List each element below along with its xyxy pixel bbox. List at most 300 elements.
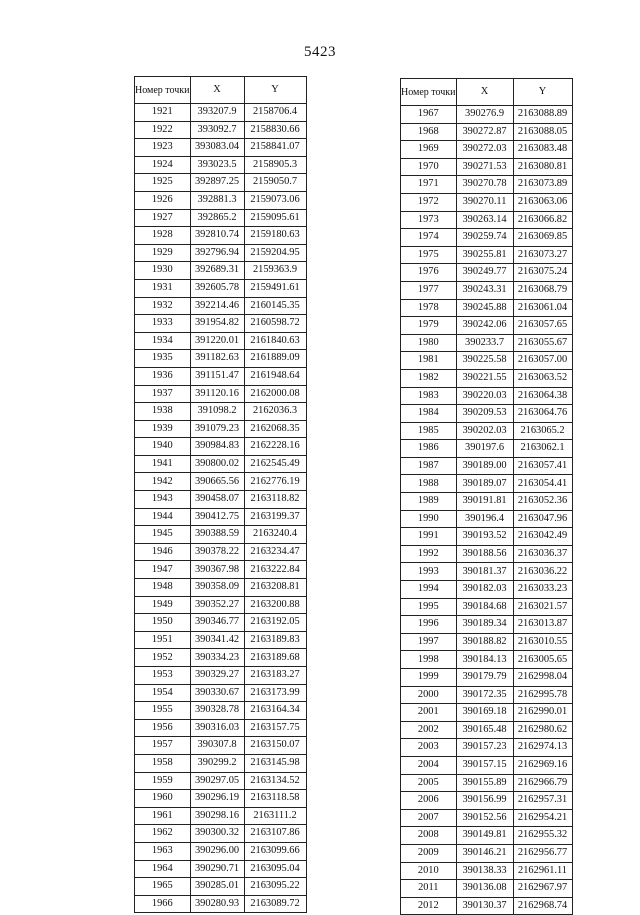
- cell-x: 390202.03: [456, 422, 513, 440]
- cell-y: 2159204.95: [244, 244, 306, 262]
- cell-point-number: 2002: [401, 721, 457, 739]
- cell-x: 390329.27: [190, 667, 244, 685]
- cell-point-number: 1945: [135, 526, 191, 544]
- table-row: [135, 614, 307, 632]
- cell-y: 2163064.38: [513, 387, 572, 405]
- cell-x: 390352.27: [190, 596, 244, 614]
- cell-x: 390378.22: [190, 543, 244, 561]
- cell-x: 390146.21: [456, 844, 513, 862]
- cell-y: 2162980.62: [513, 721, 572, 739]
- cell-point-number: 1949: [135, 596, 191, 614]
- cell-point-number: 2010: [401, 862, 457, 880]
- table-row: [135, 455, 307, 473]
- cell-x: 393092.7: [190, 121, 244, 139]
- cell-point-number: 1942: [135, 473, 191, 491]
- cell-x: 391120.16: [190, 385, 244, 403]
- table-row: [135, 420, 307, 438]
- cell-x: 392689.31: [190, 262, 244, 280]
- cell-y: 2162545.49: [244, 455, 306, 473]
- cell-y: 2163145.98: [244, 754, 306, 772]
- cell-x: 390412.75: [190, 508, 244, 526]
- cell-y: 2163080.81: [513, 158, 572, 176]
- table-row: [401, 440, 573, 458]
- cell-point-number: 2008: [401, 827, 457, 845]
- cell-x: 390330.67: [190, 684, 244, 702]
- cell-x: 390188.82: [456, 633, 513, 651]
- cell-y: 2159363.9: [244, 262, 306, 280]
- cell-x: 390263.14: [456, 211, 513, 229]
- cell-x: 390191.81: [456, 493, 513, 511]
- cell-y: 2163118.82: [244, 491, 306, 509]
- cell-point-number: 1997: [401, 633, 457, 651]
- cell-x: 390665.56: [190, 473, 244, 491]
- table-row: [135, 895, 307, 913]
- cell-x: 390209.53: [456, 405, 513, 423]
- table-row: [135, 473, 307, 491]
- cell-point-number: 1960: [135, 790, 191, 808]
- table-row: [401, 422, 573, 440]
- cell-y: 2163095.04: [244, 860, 306, 878]
- cell-x: 390276.9: [456, 106, 513, 124]
- cell-y: 2162990.01: [513, 704, 572, 722]
- cell-x: 390328.78: [190, 702, 244, 720]
- table-row: [401, 387, 573, 405]
- cell-y: 2163199.37: [244, 508, 306, 526]
- cell-point-number: 1941: [135, 455, 191, 473]
- cell-y: 2163240.4: [244, 526, 306, 544]
- cell-y: 2161840.63: [244, 332, 306, 350]
- table-row: [135, 279, 307, 297]
- cell-y: 2163062.1: [513, 440, 572, 458]
- table-row: [401, 317, 573, 335]
- table-row: [401, 897, 573, 915]
- cell-x: 390169.18: [456, 704, 513, 722]
- table-row: [135, 631, 307, 649]
- cell-point-number: 1981: [401, 352, 457, 370]
- cell-y: 2162228.16: [244, 438, 306, 456]
- table-row: [401, 528, 573, 546]
- cell-y: 2163061.04: [513, 299, 572, 317]
- table-row: [401, 669, 573, 687]
- cell-x: 390136.08: [456, 880, 513, 898]
- cell-x: 390157.15: [456, 756, 513, 774]
- cell-y: 2163069.85: [513, 229, 572, 247]
- cell-point-number: 1954: [135, 684, 191, 702]
- cell-y: 2162969.16: [513, 756, 572, 774]
- table-row: [401, 106, 573, 124]
- cell-y: 2163033.23: [513, 581, 572, 599]
- table-header-row: [401, 79, 573, 106]
- cell-y: 2162968.74: [513, 897, 572, 915]
- table-row: [401, 581, 573, 599]
- cell-y: 2162967.97: [513, 880, 572, 898]
- cell-x: 390316.03: [190, 719, 244, 737]
- table-row: [135, 332, 307, 350]
- cell-x: 390221.55: [456, 369, 513, 387]
- table-row: [135, 156, 307, 174]
- cell-x: 392897.25: [190, 174, 244, 192]
- table-row: [401, 756, 573, 774]
- table-row: [401, 281, 573, 299]
- cell-x: 392605.78: [190, 279, 244, 297]
- cell-y: 2162776.19: [244, 473, 306, 491]
- table-row: [135, 191, 307, 209]
- cell-y: 2162068.35: [244, 420, 306, 438]
- cell-x: 390290.71: [190, 860, 244, 878]
- cell-point-number: 1934: [135, 332, 191, 350]
- table-row: [401, 246, 573, 264]
- cell-x: 390184.68: [456, 598, 513, 616]
- table-row: [135, 491, 307, 509]
- cell-y: 2163134.52: [244, 772, 306, 790]
- cell-y: 2159050.7: [244, 174, 306, 192]
- cell-point-number: 1969: [401, 141, 457, 159]
- cell-y: 2163047.96: [513, 510, 572, 528]
- cell-point-number: 1964: [135, 860, 191, 878]
- cell-x: 390233.7: [456, 334, 513, 352]
- cell-y: 2158706.4: [244, 104, 306, 122]
- cell-x: 390189.34: [456, 616, 513, 634]
- table-row: [401, 598, 573, 616]
- cell-y: 2163005.65: [513, 651, 572, 669]
- cell-y: 2162956.77: [513, 844, 572, 862]
- cell-x: 391954.82: [190, 315, 244, 333]
- cell-x: 390181.37: [456, 563, 513, 581]
- cell-point-number: 1975: [401, 246, 457, 264]
- table-row: [135, 262, 307, 280]
- header-x: X: [190, 77, 244, 104]
- table-row: [401, 704, 573, 722]
- cell-point-number: 1986: [401, 440, 457, 458]
- cell-x: 390220.03: [456, 387, 513, 405]
- table-row: [401, 792, 573, 810]
- cell-y: 2163208.81: [244, 579, 306, 597]
- cell-y: 2163189.83: [244, 631, 306, 649]
- cell-y: 2163192.05: [244, 614, 306, 632]
- cell-x: 390285.01: [190, 878, 244, 896]
- cell-point-number: 1972: [401, 193, 457, 211]
- cell-y: 2163095.22: [244, 878, 306, 896]
- table-row: [135, 209, 307, 227]
- table-row: [401, 862, 573, 880]
- cell-point-number: 1930: [135, 262, 191, 280]
- cell-y: 2161948.64: [244, 367, 306, 385]
- cell-point-number: 1943: [135, 491, 191, 509]
- cell-y: 2163064.76: [513, 405, 572, 423]
- cell-point-number: 1990: [401, 510, 457, 528]
- table-row: [135, 543, 307, 561]
- cell-x: 390280.93: [190, 895, 244, 913]
- cell-y: 2163189.68: [244, 649, 306, 667]
- cell-y: 2162954.21: [513, 809, 572, 827]
- table-row: [135, 174, 307, 192]
- table-row: [401, 545, 573, 563]
- table-row: [135, 438, 307, 456]
- table-row: [135, 860, 307, 878]
- cell-point-number: 1951: [135, 631, 191, 649]
- table-row: [135, 772, 307, 790]
- cell-point-number: 1928: [135, 227, 191, 245]
- cell-x: 390193.52: [456, 528, 513, 546]
- cell-y: 2163057.00: [513, 352, 572, 370]
- table-row: [135, 385, 307, 403]
- cell-point-number: 1925: [135, 174, 191, 192]
- table-row: [401, 141, 573, 159]
- cell-x: 390298.16: [190, 807, 244, 825]
- cell-x: 390188.56: [456, 545, 513, 563]
- cell-y: 2163057.65: [513, 317, 572, 335]
- header-x: X: [456, 79, 513, 106]
- cell-point-number: 1963: [135, 842, 191, 860]
- cell-y: 2163063.52: [513, 369, 572, 387]
- cell-point-number: 1998: [401, 651, 457, 669]
- cell-point-number: 1940: [135, 438, 191, 456]
- cell-point-number: 1987: [401, 457, 457, 475]
- cell-x: 390346.77: [190, 614, 244, 632]
- cell-x: 390245.88: [456, 299, 513, 317]
- cell-y: 2163200.88: [244, 596, 306, 614]
- cell-x: 390272.03: [456, 141, 513, 159]
- table-row: [401, 774, 573, 792]
- cell-y: 2158905.3: [244, 156, 306, 174]
- table-row: [401, 369, 573, 387]
- cell-point-number: 1948: [135, 579, 191, 597]
- table-row: [135, 121, 307, 139]
- table-row: [135, 842, 307, 860]
- cell-point-number: 2001: [401, 704, 457, 722]
- cell-x: 390458.07: [190, 491, 244, 509]
- cell-y: 2163075.24: [513, 264, 572, 282]
- cell-x: 390296.19: [190, 790, 244, 808]
- cell-point-number: 1932: [135, 297, 191, 315]
- cell-y: 2163013.87: [513, 616, 572, 634]
- cell-x: 390155.89: [456, 774, 513, 792]
- table-row: [135, 367, 307, 385]
- cell-y: 2162974.13: [513, 739, 572, 757]
- table-row: [401, 686, 573, 704]
- cell-point-number: 1946: [135, 543, 191, 561]
- table-row: [401, 352, 573, 370]
- cell-y: 2159073.06: [244, 191, 306, 209]
- cell-y: 2160145.35: [244, 297, 306, 315]
- cell-x: 390172.35: [456, 686, 513, 704]
- cell-x: 390152.56: [456, 809, 513, 827]
- cell-x: 390270.78: [456, 176, 513, 194]
- cell-point-number: 2011: [401, 880, 457, 898]
- table-row: [135, 244, 307, 262]
- cell-point-number: 1993: [401, 563, 457, 581]
- cell-point-number: 1956: [135, 719, 191, 737]
- page-number: 5423: [304, 44, 336, 60]
- cell-point-number: 1973: [401, 211, 457, 229]
- coordinates-table-left: [134, 76, 307, 913]
- cell-point-number: 2005: [401, 774, 457, 792]
- coordinates-table-right: [400, 78, 573, 915]
- cell-y: 2162036.3: [244, 403, 306, 421]
- cell-x: 390272.87: [456, 123, 513, 141]
- cell-point-number: 1927: [135, 209, 191, 227]
- cell-y: 2162995.78: [513, 686, 572, 704]
- cell-point-number: 1936: [135, 367, 191, 385]
- cell-y: 2163052.36: [513, 493, 572, 511]
- cell-x: 392865.2: [190, 209, 244, 227]
- cell-x: 392810.74: [190, 227, 244, 245]
- cell-x: 391151.47: [190, 367, 244, 385]
- cell-x: 390300.32: [190, 825, 244, 843]
- cell-y: 2163099.66: [244, 842, 306, 860]
- cell-y: 2163150.07: [244, 737, 306, 755]
- cell-point-number: 1962: [135, 825, 191, 843]
- table-row: [135, 684, 307, 702]
- cell-x: 390358.09: [190, 579, 244, 597]
- cell-point-number: 1961: [135, 807, 191, 825]
- cell-x: 390156.99: [456, 792, 513, 810]
- cell-x: 390270.11: [456, 193, 513, 211]
- table-row: [135, 350, 307, 368]
- cell-y: 2163089.72: [244, 895, 306, 913]
- cell-y: 2163164.34: [244, 702, 306, 720]
- cell-y: 2163042.49: [513, 528, 572, 546]
- header-point-number: Номер точки: [401, 79, 457, 106]
- cell-point-number: 1971: [401, 176, 457, 194]
- cell-x: 392796.94: [190, 244, 244, 262]
- cell-x: 390184.13: [456, 651, 513, 669]
- header-y: Y: [513, 79, 572, 106]
- table-row: [135, 104, 307, 122]
- cell-y: 2163083.48: [513, 141, 572, 159]
- cell-y: 2163021.57: [513, 598, 572, 616]
- table-header-row: [135, 77, 307, 104]
- cell-y: 2163055.67: [513, 334, 572, 352]
- table-row: [135, 702, 307, 720]
- cell-x: 390165.48: [456, 721, 513, 739]
- cell-point-number: 1985: [401, 422, 457, 440]
- cell-point-number: 1926: [135, 191, 191, 209]
- cell-point-number: 1996: [401, 616, 457, 634]
- cell-point-number: 1950: [135, 614, 191, 632]
- table-row: [401, 721, 573, 739]
- cell-y: 2163066.82: [513, 211, 572, 229]
- cell-point-number: 1959: [135, 772, 191, 790]
- cell-y: 2163111.2: [244, 807, 306, 825]
- cell-point-number: 1970: [401, 158, 457, 176]
- table-row: [401, 510, 573, 528]
- cell-x: 390182.03: [456, 581, 513, 599]
- table-row: [401, 563, 573, 581]
- cell-point-number: 2003: [401, 739, 457, 757]
- cell-y: 2159491.61: [244, 279, 306, 297]
- cell-point-number: 1988: [401, 475, 457, 493]
- table-row: [135, 579, 307, 597]
- cell-y: 2163068.79: [513, 281, 572, 299]
- table-row: [401, 651, 573, 669]
- cell-point-number: 2012: [401, 897, 457, 915]
- table-row: [401, 475, 573, 493]
- cell-x: 390130.37: [456, 897, 513, 915]
- cell-y: 2162998.04: [513, 669, 572, 687]
- cell-y: 2158830.66: [244, 121, 306, 139]
- cell-y: 2163010.55: [513, 633, 572, 651]
- cell-y: 2163073.89: [513, 176, 572, 194]
- cell-point-number: 2009: [401, 844, 457, 862]
- cell-point-number: 1933: [135, 315, 191, 333]
- cell-point-number: 1958: [135, 754, 191, 772]
- cell-x: 390297.05: [190, 772, 244, 790]
- cell-point-number: 1966: [135, 895, 191, 913]
- cell-y: 2163063.06: [513, 193, 572, 211]
- cell-y: 2161889.09: [244, 350, 306, 368]
- cell-point-number: 1989: [401, 493, 457, 511]
- table-row: [135, 227, 307, 245]
- cell-x: 393207.9: [190, 104, 244, 122]
- cell-x: 390334.23: [190, 649, 244, 667]
- cell-y: 2162000.08: [244, 385, 306, 403]
- cell-x: 390243.31: [456, 281, 513, 299]
- cell-y: 2163036.22: [513, 563, 572, 581]
- cell-y: 2163107.86: [244, 825, 306, 843]
- cell-point-number: 2004: [401, 756, 457, 774]
- table-row: [135, 315, 307, 333]
- cell-y: 2163088.05: [513, 123, 572, 141]
- cell-x: 391079.23: [190, 420, 244, 438]
- cell-x: 390307.8: [190, 737, 244, 755]
- cell-x: 390259.74: [456, 229, 513, 247]
- cell-x: 390157.23: [456, 739, 513, 757]
- table-row: [135, 825, 307, 843]
- table-row: [135, 878, 307, 896]
- table-row: [135, 649, 307, 667]
- cell-x: 390249.77: [456, 264, 513, 282]
- cell-point-number: 2006: [401, 792, 457, 810]
- table-row: [135, 561, 307, 579]
- table-row: [401, 880, 573, 898]
- cell-point-number: 1944: [135, 508, 191, 526]
- cell-point-number: 1921: [135, 104, 191, 122]
- cell-x: 390367.98: [190, 561, 244, 579]
- table-row: [135, 508, 307, 526]
- cell-y: 2163054.41: [513, 475, 572, 493]
- table-row: [135, 790, 307, 808]
- cell-x: 390299.2: [190, 754, 244, 772]
- cell-point-number: 1935: [135, 350, 191, 368]
- cell-point-number: 1929: [135, 244, 191, 262]
- table-row: [401, 616, 573, 634]
- cell-y: 2163173.99: [244, 684, 306, 702]
- cell-x: 390179.79: [456, 669, 513, 687]
- cell-y: 2160598.72: [244, 315, 306, 333]
- table-body: [135, 104, 307, 913]
- table-row: [135, 719, 307, 737]
- cell-point-number: 2000: [401, 686, 457, 704]
- table-row: [401, 123, 573, 141]
- table-row: [135, 596, 307, 614]
- cell-x: 390296.00: [190, 842, 244, 860]
- cell-x: 391182.63: [190, 350, 244, 368]
- table-row: [135, 737, 307, 755]
- cell-point-number: 1979: [401, 317, 457, 335]
- table-row: [401, 457, 573, 475]
- table-row: [401, 211, 573, 229]
- cell-y: 2162966.79: [513, 774, 572, 792]
- cell-point-number: 1922: [135, 121, 191, 139]
- cell-point-number: 1924: [135, 156, 191, 174]
- cell-x: 390138.33: [456, 862, 513, 880]
- table-row: [401, 493, 573, 511]
- cell-y: 2163073.27: [513, 246, 572, 264]
- table-row: [401, 334, 573, 352]
- cell-point-number: 1992: [401, 545, 457, 563]
- cell-point-number: 1974: [401, 229, 457, 247]
